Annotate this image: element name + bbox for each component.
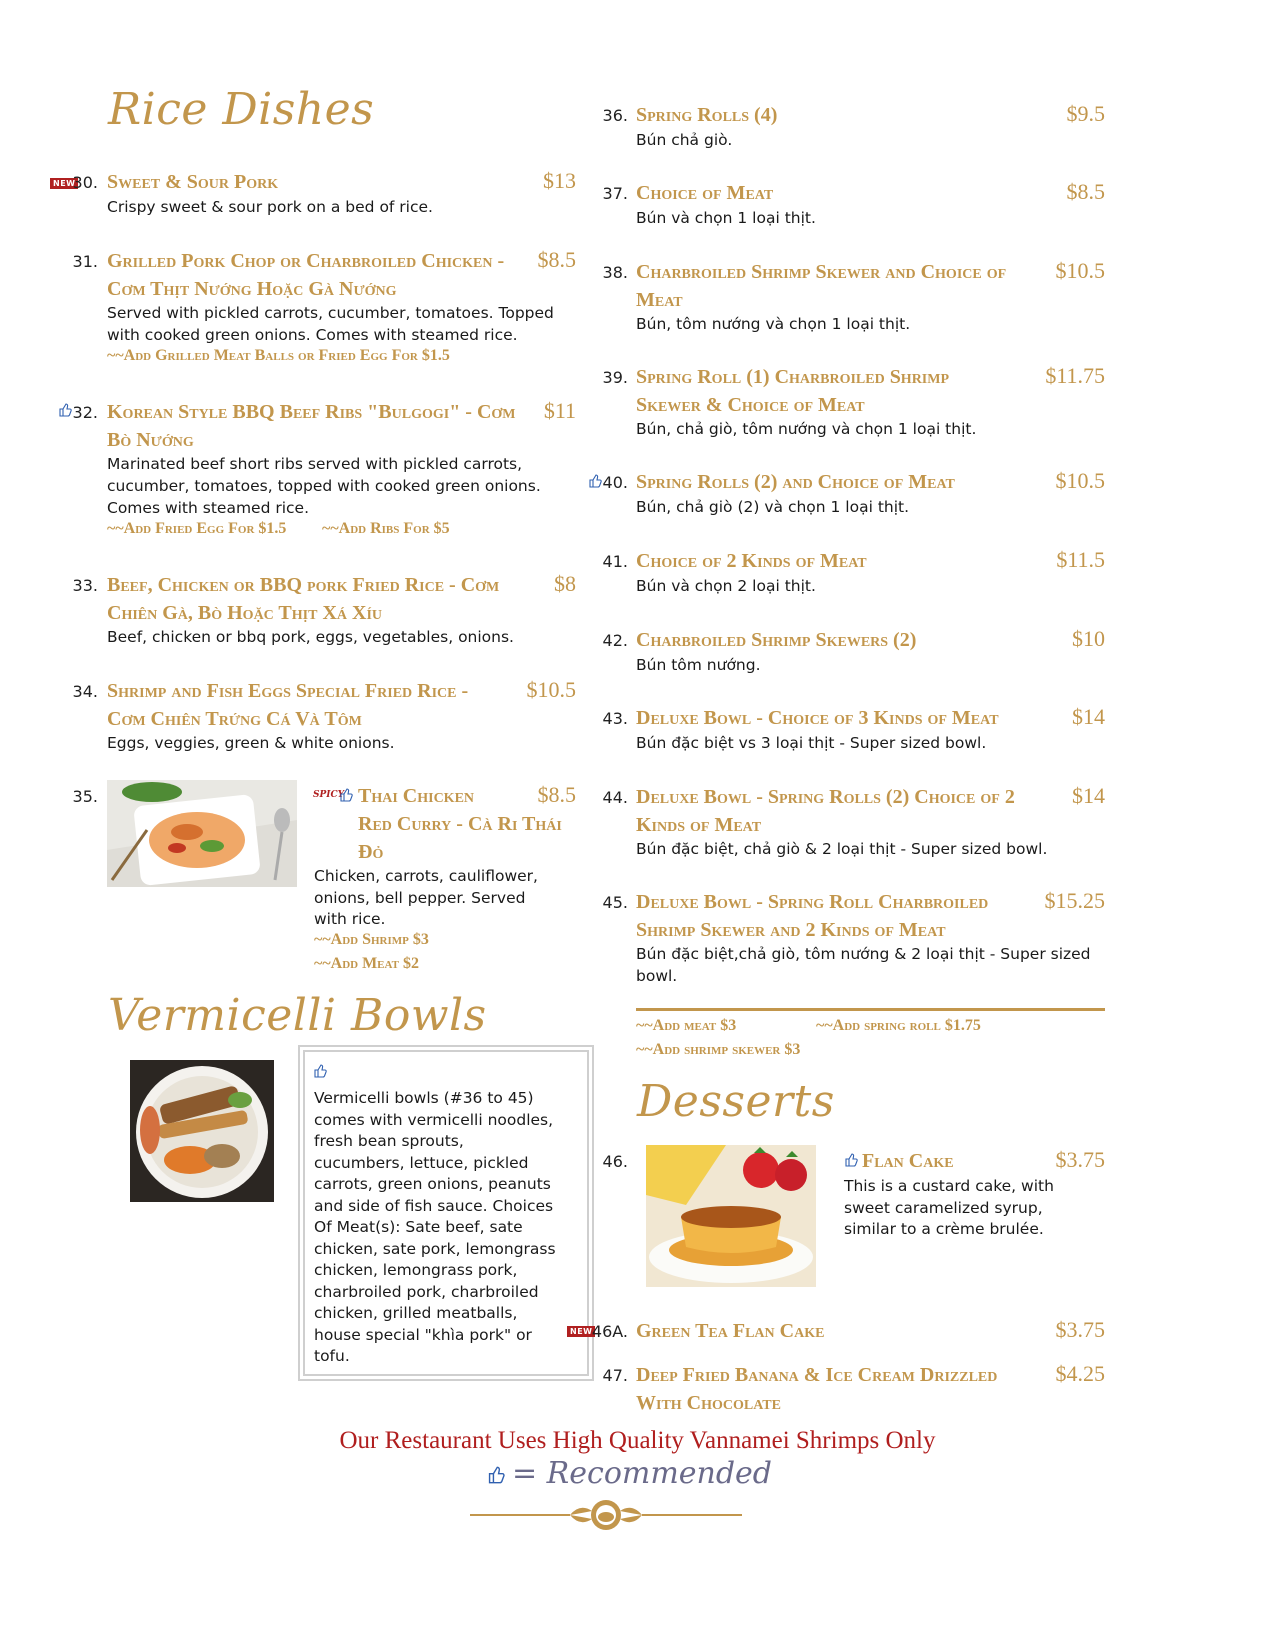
- item-description: similar to a crème brulée.: [844, 1220, 1044, 1238]
- item-price: $10: [1072, 626, 1105, 651]
- item-number: 44.: [602, 788, 628, 807]
- item-description: Bún và chọn 1 loại thịt.: [636, 209, 816, 227]
- item-name: Charbroiled Shrimp Skewer and Choice of: [636, 261, 1007, 283]
- item-number: 47.: [602, 1366, 628, 1385]
- item-description: Crispy sweet & sour pork on a bed of rice.: [107, 198, 433, 216]
- vermicelli-addon: ~~Add shrimp skewer $3: [636, 1041, 801, 1058]
- vermicelli-note-line: comes with vermicelli noodles,: [314, 1110, 554, 1129]
- item-name: Cơm Chiên Trứng Cá Và Tôm: [107, 708, 362, 730]
- item-addon: ~~Add Meat $2: [314, 955, 419, 972]
- item-name: Thai Chicken: [358, 785, 475, 807]
- item-description: cucumber, tomatoes, topped with cooked green onions.: [107, 477, 541, 495]
- item-description: Beef, chicken or bbq pork, eggs, vegetables, onions.: [107, 628, 514, 646]
- item-description: Bún, chả giò (2) và chọn 1 loại thịt.: [636, 498, 910, 516]
- item-number: 31.: [72, 252, 98, 271]
- item-price: $3.75: [1055, 1317, 1105, 1342]
- item-name: With Chocolate: [636, 1392, 781, 1414]
- item-name: Shrimp Skewer and 2 Kinds of Meat: [636, 919, 946, 941]
- item-name: Cơm Thịt Nướng Hoặc Gà Nướng: [107, 278, 397, 300]
- new-badge: NEW: [50, 178, 78, 189]
- item-description: Marinated beef short ribs served with pickled carrots,: [107, 455, 523, 473]
- recommended-legend: = Recommended: [512, 1456, 773, 1491]
- item-description: Chicken, carrots, cauliflower,: [314, 867, 538, 885]
- item-price: $11.75: [1045, 363, 1105, 388]
- vermicelli-note-line: and side of fish sauce. Choices: [314, 1196, 554, 1215]
- section-title-desserts: Desserts: [637, 1076, 835, 1127]
- item-number: 43.: [602, 709, 628, 728]
- shrimp-quality-notice: Our Restaurant Uses High Quality Vannamei Shrimps Only: [339, 1427, 936, 1454]
- item-description: Bún chả giò.: [636, 131, 733, 149]
- item-addon: ~~Add Grilled Meat Balls or Fried Egg For $1.5: [107, 347, 450, 364]
- item-description: with rice.: [314, 910, 386, 928]
- item-name: Choice of Meat: [636, 182, 774, 204]
- vermicelli-note-line: chicken, sate pork, lemongrass: [314, 1239, 556, 1258]
- item-number: 46A.: [591, 1322, 628, 1341]
- item-number: 32.: [72, 403, 98, 422]
- vermicelli-note-line: cucumbers, lettuce, pickled: [314, 1153, 529, 1172]
- item-price: $11.5: [1056, 547, 1105, 572]
- vermicelli-note-line: charbroiled pork, charbroiled: [314, 1282, 539, 1301]
- item-name: Deluxe Bowl - Choice of 3 Kinds of Meat: [636, 707, 999, 729]
- item-description: Bún đặc biệt,chả giò, tôm nướng & 2 loại thịt - Super sized: [636, 945, 1091, 963]
- item-number: 30.: [72, 173, 98, 192]
- item-name: Bò Nướng: [107, 429, 194, 451]
- item-name: Beef, Chicken or BBQ pork Fried Rice - Cơm: [107, 574, 500, 596]
- item-name: Spring Rolls (2) and Choice of Meat: [636, 471, 955, 493]
- flan-cake-photo: [646, 1145, 816, 1287]
- item-name: Skewer & Choice of Meat: [636, 394, 865, 416]
- item-number: 41.: [602, 552, 628, 571]
- item-price: $14: [1072, 783, 1105, 808]
- gold-divider: [636, 1008, 1105, 1011]
- vermicelli-bowl-photo: [130, 1060, 274, 1202]
- item-number: 39.: [602, 368, 628, 387]
- ornament-divider: [470, 1498, 742, 1532]
- item-price: $8.5: [537, 782, 576, 807]
- thumbs-up-icon: [844, 1153, 858, 1167]
- item-description: bowl.: [636, 967, 678, 985]
- item-price: $8.5: [1066, 179, 1105, 204]
- item-name: Red Curry - Cà Ri Thái: [358, 813, 562, 835]
- item-description: onions, bell pepper. Served: [314, 889, 526, 907]
- thai-curry-photo: [107, 780, 297, 887]
- item-number: 38.: [602, 263, 628, 282]
- item-description: Served with pickled carrots, cucumber, tomatoes. Topped: [107, 304, 554, 322]
- item-number: 36.: [602, 106, 628, 125]
- item-name: Đỏ: [358, 841, 384, 863]
- item-price: $14: [1072, 704, 1105, 729]
- item-name: Sweet & Sour Pork: [107, 171, 279, 193]
- item-description: Comes with steamed rice.: [107, 499, 310, 517]
- section-title-vermicelli-bowls: Vermicelli Bowls: [108, 990, 487, 1041]
- item-price: $10.5: [526, 677, 576, 702]
- item-price: $10.5: [1055, 258, 1105, 283]
- vermicelli-addon: ~~Add meat $3: [636, 1017, 737, 1034]
- item-addon: ~~Add Ribs For $5: [322, 520, 450, 537]
- item-addon: ~~Add Shrimp $3: [314, 931, 429, 948]
- vermicelli-note-line: carrots, green onions, peanuts: [314, 1175, 551, 1193]
- item-description: Eggs, veggies, green & white onions.: [107, 734, 395, 752]
- item-name: Shrimp and Fish Eggs Special Fried Rice -: [107, 680, 469, 702]
- item-name: Kinds of Meat: [636, 814, 762, 836]
- new-badge: NEW: [567, 1326, 595, 1337]
- item-name: Grilled Pork Chop or Charbroiled Chicken -: [107, 250, 505, 272]
- item-number: 37.: [602, 184, 628, 203]
- item-price: $9.5: [1066, 101, 1105, 126]
- item-number: 42.: [602, 631, 628, 650]
- vermicelli-bowl-illustration: [130, 1060, 274, 1202]
- flan-illustration: [646, 1145, 816, 1287]
- item-addon: ~~Add Fried Egg For $1.5: [107, 520, 287, 537]
- item-description: Bún, chả giò, tôm nướng và chọn 1 loại thịt.: [636, 420, 977, 438]
- item-number: 40.: [602, 473, 628, 492]
- item-price: $10.5: [1055, 468, 1105, 493]
- item-name: Spring Rolls (4): [636, 104, 778, 126]
- item-number: 34.: [72, 682, 98, 701]
- vermicelli-note-line: tofu.: [314, 1347, 350, 1365]
- vermicelli-note-line: chicken, grilled meatballs,: [314, 1304, 518, 1322]
- item-name: Deluxe Bowl - Spring Rolls (2) Choice of 2: [636, 786, 1015, 808]
- vermicelli-addon: ~~Add spring roll $1.75: [816, 1017, 981, 1034]
- spicy-badge: SPICY: [313, 790, 345, 800]
- item-description: with cooked green onions. Comes with steamed rice.: [107, 326, 518, 344]
- item-description: This is a custard cake, with: [844, 1177, 1054, 1195]
- section-title-rice-dishes: Rice Dishes: [108, 84, 375, 135]
- item-number: 35.: [72, 787, 98, 806]
- item-number: 45.: [602, 893, 628, 912]
- vermicelli-note-line: house special "khìa pork" or: [314, 1325, 532, 1344]
- item-name: Chiên Gà, Bò Hoặc Thịt Xá Xíu: [107, 602, 383, 624]
- curry-bowl-illustration: [107, 780, 297, 887]
- item-description: Bún đặc biệt, chả giò & 2 loại thịt - Super sized bowl.: [636, 840, 1048, 858]
- item-name: Spring Roll (1) Charbroiled Shrimp: [636, 366, 950, 388]
- item-number: 33.: [72, 576, 98, 595]
- item-name: Korean Style BBQ Beef Ribs "Bulgogi" - Cơm: [107, 401, 516, 423]
- vermicelli-note-line: Vermicelli bowls (#36 to 45): [314, 1089, 534, 1107]
- item-price: $11: [543, 398, 576, 423]
- item-name: Deep Fried Banana & Ice Cream Drizzled: [636, 1364, 998, 1386]
- item-description: Bún đặc biệt vs 3 loại thịt - Super sized bowl.: [636, 734, 987, 752]
- item-name: Meat: [636, 289, 683, 311]
- item-name: Choice of 2 Kinds of Meat: [636, 550, 867, 572]
- item-price: $3.75: [1055, 1147, 1105, 1172]
- item-name: Flan Cake: [862, 1150, 954, 1172]
- item-price: $8.5: [537, 247, 576, 272]
- item-number: 46.: [602, 1152, 628, 1171]
- item-price: $8: [554, 571, 576, 596]
- item-price: $15.25: [1044, 888, 1105, 913]
- item-price: $4.25: [1055, 1361, 1105, 1386]
- item-name: Charbroiled Shrimp Skewers (2): [636, 629, 917, 651]
- item-description: sweet caramelized syrup,: [844, 1199, 1043, 1217]
- item-price: $13: [543, 168, 576, 193]
- thumbs-up-icon: [339, 788, 353, 802]
- item-name: Deluxe Bowl - Spring Roll Charbroiled: [636, 891, 989, 913]
- thumbs-up-icon: [313, 1064, 327, 1078]
- vermicelli-note-line: chicken, lemongrass pork,: [314, 1261, 518, 1279]
- vermicelli-note-line: fresh bean sprouts,: [314, 1132, 464, 1150]
- item-name: Green Tea Flan Cake: [636, 1320, 825, 1342]
- thumbs-up-icon: [487, 1466, 505, 1484]
- item-description: Bún tôm nướng.: [636, 656, 761, 674]
- item-description: Bún, tôm nướng và chọn 1 loại thịt.: [636, 315, 911, 333]
- item-description: Bún và chọn 2 loại thịt.: [636, 577, 816, 595]
- vermicelli-note-line: Of Meat(s): Sate beef, sate: [314, 1218, 523, 1236]
